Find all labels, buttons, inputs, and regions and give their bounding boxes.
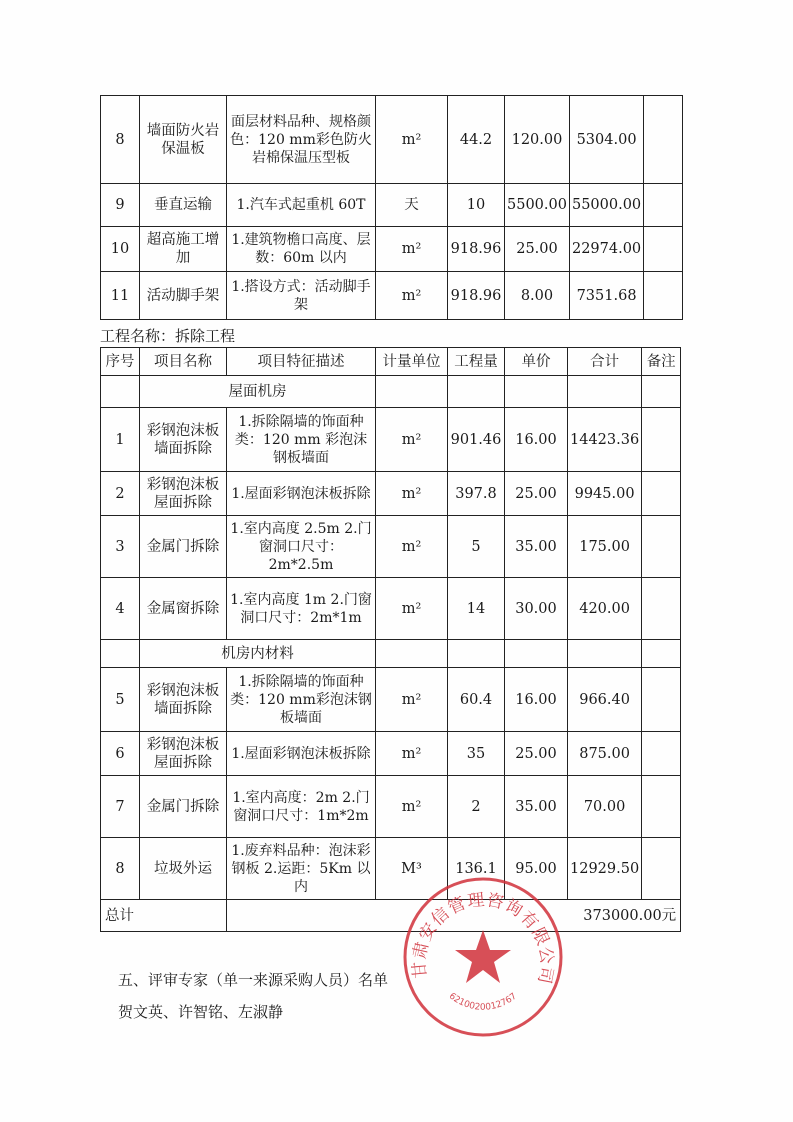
header-no: 序号: [101, 348, 140, 376]
row-price: 30.00: [505, 578, 568, 640]
row-note: [644, 96, 683, 184]
row-no: 4: [101, 578, 140, 640]
row-desc: 1.室内高度 1m 2.门窗洞口尺寸：2m*1m: [227, 578, 376, 640]
total-label: 总计: [101, 900, 227, 932]
row-name: 金属门拆除: [140, 516, 227, 578]
total-row: [101, 900, 681, 932]
row-note: [642, 578, 681, 640]
row-qty: 35: [448, 732, 505, 776]
row-price: 5500.00: [505, 184, 570, 227]
row-note: [642, 472, 681, 516]
table-row: [101, 184, 683, 227]
row-name: 彩钢泡沫板屋面拆除: [140, 732, 227, 776]
group-row: [101, 376, 681, 408]
row-unit: m²: [376, 578, 448, 640]
seal-star-icon: [455, 930, 511, 983]
row-unit: M³: [376, 838, 448, 900]
row-total: 7351.68: [569, 272, 643, 320]
row-desc: 面层材料品种、规格颜色：120 mm彩色防火岩棉保温压型板: [227, 96, 376, 184]
row-qty: 5: [448, 516, 505, 578]
seal-org-text: 甘肃安信管理咨询有限公司: [409, 890, 557, 987]
row-note: [644, 184, 683, 227]
svg-text:6210020012767: [447, 991, 519, 1012]
row-unit: 天: [376, 184, 448, 227]
table-header-row: [101, 348, 681, 376]
row-desc: 1.搭设方式：活动脚手架: [227, 272, 376, 320]
row-no: 11: [101, 272, 140, 320]
row-price: 25.00: [505, 472, 568, 516]
row-total: 966.40: [568, 668, 642, 732]
header-unit: 计量单位: [376, 348, 448, 376]
table-row: [101, 472, 681, 516]
group-row: [101, 640, 681, 668]
row-price: 35.00: [505, 516, 568, 578]
row-total: 14423.36: [568, 408, 642, 472]
row-qty: 136.1: [448, 838, 505, 900]
demolition-table: [100, 347, 681, 932]
row-unit: m²: [376, 668, 448, 732]
table-row: [101, 516, 681, 578]
row-note: [642, 776, 681, 838]
row-qty: 2: [448, 776, 505, 838]
table-row: [101, 227, 683, 272]
row-name: 金属窗拆除: [140, 578, 227, 640]
row-price: 35.00: [505, 776, 568, 838]
row-total: 420.00: [568, 578, 642, 640]
table-row: [101, 96, 683, 184]
row-name: 活动脚手架: [140, 272, 227, 320]
row-name: 垂直运输: [140, 184, 227, 227]
row-unit: m²: [376, 472, 448, 516]
row-desc: 1.室内高度 2.5m 2.门窗洞口尺寸：2m*2.5m: [227, 516, 376, 578]
table-row: [101, 776, 681, 838]
project-name: 工程名称：拆除工程: [100, 327, 236, 345]
row-note: [644, 272, 683, 320]
row-unit: m²: [376, 516, 448, 578]
row-unit: m²: [376, 272, 448, 320]
row-no: 9: [101, 184, 140, 227]
row-note: [642, 408, 681, 472]
table-row: [101, 668, 681, 732]
header-qty: 工程量: [448, 348, 505, 376]
header-note: 备注: [642, 348, 681, 376]
row-price: 95.00: [505, 838, 568, 900]
row-no: 10: [101, 227, 140, 272]
row-price: 25.00: [505, 227, 570, 272]
row-name: 金属门拆除: [140, 776, 227, 838]
row-no: 3: [101, 516, 140, 578]
seal-code-text: 6210020012767: [446, 991, 519, 1013]
row-total: 55000.00: [569, 184, 643, 227]
row-price: 120.00: [505, 96, 570, 184]
row-no: 2: [101, 472, 140, 516]
header-name: 项目名称: [140, 348, 227, 376]
row-total: 875.00: [568, 732, 642, 776]
row-note: [644, 227, 683, 272]
row-name: 垃圾外运: [140, 838, 227, 900]
row-qty: 44.2: [448, 96, 505, 184]
table-row: [101, 272, 683, 320]
row-total: 5304.00: [569, 96, 643, 184]
row-no: 8: [101, 96, 140, 184]
row-price: 8.00: [505, 272, 570, 320]
row-note: [642, 516, 681, 578]
row-desc: 1.拆除隔墙的饰面种类：120 mm 彩泡沫钢板墙面: [227, 408, 376, 472]
row-desc: 1.汽车式起重机 60T: [227, 184, 376, 227]
table-row: [101, 578, 681, 640]
row-desc: 1.室内高度：2m 2.门窗洞口尺寸：1m*2m: [227, 776, 376, 838]
group-label: 屋面机房: [140, 376, 376, 408]
row-note: [642, 838, 681, 900]
total-value: 373000.00元: [227, 900, 681, 932]
row-qty: 14: [448, 578, 505, 640]
row-total: 175.00: [568, 516, 642, 578]
table-row: [101, 732, 681, 776]
table-row: [101, 838, 681, 900]
row-qty: 397.8: [448, 472, 505, 516]
row-unit: m²: [376, 408, 448, 472]
row-desc: 1.建筑物檐口高度、层数：60m 以内: [227, 227, 376, 272]
row-unit: m²: [376, 732, 448, 776]
row-desc: 1.废弃料品种：泡沫彩钢板 2.运距：5Km 以内: [227, 838, 376, 900]
row-name: 墙面防火岩保温板: [140, 96, 227, 184]
row-qty: 60.4: [448, 668, 505, 732]
row-no: 5: [101, 668, 140, 732]
company-seal: [398, 872, 568, 1042]
row-name: 彩钢泡沫板墙面拆除: [140, 668, 227, 732]
row-name: 彩钢泡沫板屋面拆除: [140, 472, 227, 516]
header-price: 单价: [505, 348, 568, 376]
row-name: 超高施工增加: [140, 227, 227, 272]
header-total: 合计: [568, 348, 642, 376]
expert-names: 贺文英、许智铭、左淑静: [118, 1003, 284, 1021]
row-name: 彩钢泡沫板墙面拆除: [140, 408, 227, 472]
row-no: 6: [101, 732, 140, 776]
row-total: 22974.00: [569, 227, 643, 272]
table-row: [101, 408, 681, 472]
row-qty: 10: [448, 184, 505, 227]
row-desc: 1.屋面彩钢泡沫板拆除: [227, 472, 376, 516]
row-note: [642, 732, 681, 776]
row-unit: m²: [376, 227, 448, 272]
row-note: [642, 668, 681, 732]
row-qty: 901.46: [448, 408, 505, 472]
row-unit: m²: [376, 96, 448, 184]
group-label: 机房内材料: [140, 640, 376, 668]
row-desc: 1.拆除隔墙的饰面种类：120 mm彩泡沫钢板墙面: [227, 668, 376, 732]
row-total: 12929.50: [568, 838, 642, 900]
row-price: 16.00: [505, 408, 568, 472]
row-price: 16.00: [505, 668, 568, 732]
row-qty: 918.96: [448, 272, 505, 320]
row-total: 9945.00: [568, 472, 642, 516]
row-no: 8: [101, 838, 140, 900]
row-unit: m²: [376, 776, 448, 838]
row-desc: 1.屋面彩钢泡沫板拆除: [227, 732, 376, 776]
row-total: 70.00: [568, 776, 642, 838]
cost-table-continued: [100, 95, 683, 320]
row-no: 7: [101, 776, 140, 838]
section-title-experts: 五、评审专家（单一来源采购人员）名单: [118, 971, 389, 989]
row-price: 25.00: [505, 732, 568, 776]
row-no: 1: [101, 408, 140, 472]
header-desc: 项目特征描述: [227, 348, 376, 376]
row-qty: 918.96: [448, 227, 505, 272]
